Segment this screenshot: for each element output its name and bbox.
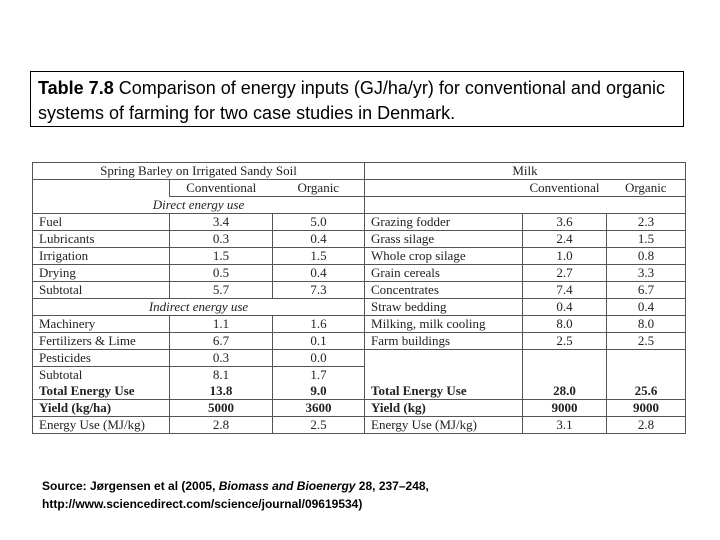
row-label: Farm buildings <box>365 333 523 350</box>
row-label: Yield (kg) <box>365 400 523 417</box>
cell-value: 3.4 <box>170 214 273 231</box>
left-title: Spring Barley on Irrigated Sandy Soil <box>33 163 365 180</box>
row-label: Grass silage <box>365 231 523 248</box>
cell-value: 2.8 <box>170 417 273 434</box>
cell-value: 1.5 <box>170 248 273 265</box>
cell-value: 8.0 <box>523 316 607 333</box>
row-label: Total Energy Use <box>365 383 523 400</box>
direct-energy-heading: Direct energy use <box>33 197 365 214</box>
row-label: Yield (kg/ha) <box>33 400 170 417</box>
cell-value: 3.1 <box>523 417 607 434</box>
source-prefix: Source: Jørgensen et al (2005, <box>42 479 219 493</box>
cell-value: 5.0 <box>273 214 365 231</box>
row-label: Subtotal <box>33 367 170 384</box>
table-row <box>33 197 686 214</box>
cell-value: 0.3 <box>170 231 273 248</box>
row-label: Lubricants <box>33 231 170 248</box>
table-row <box>33 417 686 434</box>
cell-value: 0.0 <box>273 350 365 367</box>
table-title-row <box>33 163 686 180</box>
cell-value: 2.5 <box>607 333 686 350</box>
cell-value: 0.5 <box>170 265 273 282</box>
cell-value: 25.6 <box>607 383 686 400</box>
source-suffix: 28, 237–248, <box>355 479 429 493</box>
row-label: Machinery <box>33 316 170 333</box>
table-row <box>33 299 686 316</box>
table-row <box>33 367 686 384</box>
cell-value: 1.6 <box>273 316 365 333</box>
cell-value: 0.4 <box>607 299 686 316</box>
row-label: Fertilizers & Lime <box>33 333 170 350</box>
row-label: Grain cereals <box>365 265 523 282</box>
row-label: Grazing fodder <box>365 214 523 231</box>
table-row <box>33 316 686 333</box>
source-url: http://www.sciencedirect.com/science/journal/09619534) <box>42 497 363 511</box>
cell-value: 0.8 <box>607 248 686 265</box>
table-header-row <box>33 180 686 197</box>
cell-value: 28.0 <box>523 383 607 400</box>
row-label: Energy Use (MJ/kg) <box>365 417 523 434</box>
row-label: Fuel <box>33 214 170 231</box>
table-row <box>33 400 686 417</box>
cell-value: 3.3 <box>607 265 686 282</box>
cell-value: 0.4 <box>273 231 365 248</box>
cell-value: 5000 <box>170 400 273 417</box>
cell-value: 8.0 <box>607 316 686 333</box>
table-row <box>33 231 686 248</box>
indirect-energy-heading: Indirect energy use <box>33 299 365 316</box>
energy-table <box>32 162 686 434</box>
caption-label: Table 7.8 <box>38 78 114 98</box>
cell-value: 8.1 <box>170 367 273 384</box>
cell-value: 9000 <box>607 400 686 417</box>
cell-value: 13.8 <box>170 383 273 400</box>
row-label: Milking, milk cooling <box>365 316 523 333</box>
caption-text: Comparison of energy inputs (GJ/ha/yr) for conventional and organic systems of farming for two case studies in Denmark. <box>38 78 665 123</box>
cell-value: 3.6 <box>523 214 607 231</box>
source-journal: Biomass and Bioenergy <box>218 479 356 493</box>
cell-value: 2.5 <box>523 333 607 350</box>
cell-value: 1.5 <box>273 248 365 265</box>
table-row <box>33 248 686 265</box>
table-row <box>33 333 686 350</box>
table-row <box>33 383 686 400</box>
cell-value: 7.3 <box>273 282 365 299</box>
source-citation <box>42 477 429 513</box>
cell-value: 1.1 <box>170 316 273 333</box>
row-label: Pesticides <box>33 350 170 367</box>
row-label: Drying <box>33 265 170 282</box>
row-label: Subtotal <box>33 282 170 299</box>
cell-value: 2.5 <box>273 417 365 434</box>
cell-value: 3600 <box>273 400 365 417</box>
left-col-organic: Organic <box>273 180 365 197</box>
cell-value: 0.1 <box>273 333 365 350</box>
row-label: Total Energy Use <box>33 383 170 400</box>
cell-value: 6.7 <box>607 282 686 299</box>
table-row <box>33 214 686 231</box>
cell-value: 0.3 <box>170 350 273 367</box>
right-col-organic: Organic <box>607 180 686 197</box>
cell-value: 0.4 <box>273 265 365 282</box>
cell-value: 5.7 <box>170 282 273 299</box>
right-col-conventional: Conventional <box>523 180 607 197</box>
table-row <box>33 282 686 299</box>
row-label: Irrigation <box>33 248 170 265</box>
cell-value: 2.8 <box>607 417 686 434</box>
cell-value: 6.7 <box>170 333 273 350</box>
row-label: Whole crop silage <box>365 248 523 265</box>
cell-value: 2.4 <box>523 231 607 248</box>
cell-value: 7.4 <box>523 282 607 299</box>
row-label: Straw bedding <box>365 299 523 316</box>
row-label: Energy Use (MJ/kg) <box>33 417 170 434</box>
cell-value: 1.7 <box>273 367 365 384</box>
cell-value: 1.5 <box>607 231 686 248</box>
cell-value: 0.4 <box>523 299 607 316</box>
cell-value: 9000 <box>523 400 607 417</box>
cell-value: 2.7 <box>523 265 607 282</box>
cell-value: 9.0 <box>273 383 365 400</box>
cell-value: 2.3 <box>607 214 686 231</box>
left-col-conventional: Conventional <box>170 180 273 197</box>
right-title: Milk <box>365 163 686 180</box>
cell-value: 1.0 <box>523 248 607 265</box>
table-row <box>33 350 686 367</box>
table-caption <box>30 71 684 127</box>
table-row <box>33 265 686 282</box>
row-label: Concentrates <box>365 282 523 299</box>
